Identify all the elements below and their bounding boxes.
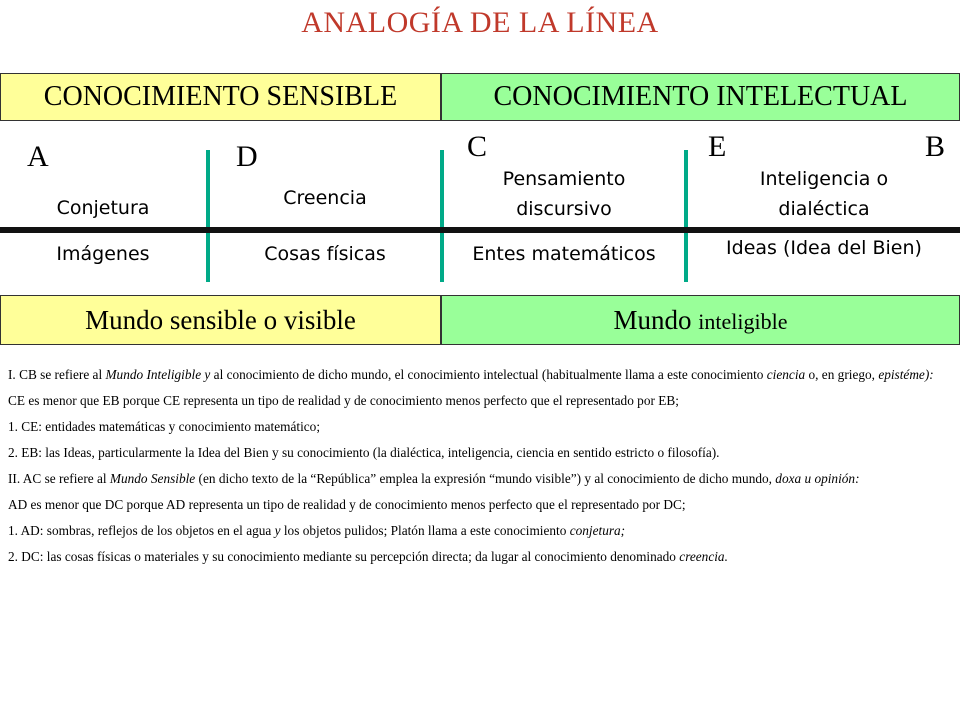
p8-part-a: 2. DC: las cosas físicas o materiales y su conocimiento mediante su percepción directa; da lugar al conocimiento denominado xyxy=(8,549,680,564)
band-conocimiento-intelectual xyxy=(441,73,960,121)
p7-part-d: conjetura; xyxy=(569,523,626,538)
segment-inteligencia-dialectica xyxy=(688,164,960,224)
p1-part-c: al conocimiento de dicho mundo, el conocimiento intelectual (habitualmente llama a este conocimiento xyxy=(210,367,767,382)
p7-part-b: y xyxy=(274,523,281,538)
paragraph-4: 2. EB: las Ideas, particularmente la Idea del Bien y su conocimiento (la dialéctica, inteligencia, ciencia en sentido estricto o filosofía). xyxy=(8,445,720,460)
letter-d: D xyxy=(236,140,258,173)
explanation-text xyxy=(8,366,950,574)
band-intelectual-label: CONOCIMIENTO INTELECTUAL xyxy=(493,81,908,112)
p5-part-d: doxa u opinión: xyxy=(775,471,860,486)
world-inteligible-main: Mundo xyxy=(613,304,692,335)
p1-part-d: ciencia xyxy=(766,367,806,382)
p5-part-c: (en dicho texto de la “República” emplea la expresión “mundo visible”) y al conocimiento de dicho mundo, xyxy=(195,471,776,486)
paragraph-6: AD es menor que DC porque AD representa un tipo de realidad y de conocimiento menos perfecto que el representado por DC; xyxy=(8,497,686,512)
letter-c: C xyxy=(467,130,488,163)
p1-part-e: o, en griego, xyxy=(805,367,879,382)
world-sensible-label: Mundo sensible o visible xyxy=(85,304,356,335)
p5-part-a: II. AC se refiere al xyxy=(8,471,110,486)
p7-part-a: 1. AD: sombras, reflejos de los objetos en el agua xyxy=(8,523,275,538)
divided-line xyxy=(0,227,960,233)
paragraph-2: CE es menor que EB porque CE representa un tipo de realidad y de conocimiento menos perfecto que el representado por EB; xyxy=(8,393,679,408)
object-entes-matematicos: Entes matemáticos xyxy=(472,243,656,265)
paragraph-1 xyxy=(8,366,950,383)
letter-e: E xyxy=(708,130,727,163)
object-imagenes: Imágenes xyxy=(56,243,150,265)
p1-part-f: epistéme): xyxy=(878,367,934,382)
p8-part-b: creencia. xyxy=(679,549,728,564)
segment-pensamiento-discursivo xyxy=(444,164,684,224)
world-inteligible-label xyxy=(614,305,788,336)
segment-inteligencia-line1: Inteligencia o xyxy=(759,168,889,190)
object-cosas-fisicas: Cosas físicas xyxy=(264,243,386,265)
paragraph-3: 1. CE: entidades matemáticas y conocimiento matemático; xyxy=(8,419,321,434)
segment-conjetura: Conjetura xyxy=(56,197,150,219)
p1-part-a: I. CB se refiere al xyxy=(8,367,106,382)
page-title: ANALOGÍA DE LA LÍNEA xyxy=(301,6,659,39)
object-ideas: Ideas (Idea del Bien) xyxy=(726,237,922,259)
world-inteligible-small: inteligible xyxy=(698,308,788,334)
segment-inteligencia-line2: dialéctica xyxy=(778,198,870,220)
world-sensible-box xyxy=(0,295,441,345)
segment-pensamiento-line1: Pensamiento xyxy=(502,168,626,190)
world-inteligible-box xyxy=(441,295,960,345)
p7-part-c: los objetos pulidos; Platón llama a este conocimiento xyxy=(280,523,570,538)
segment-pensamiento-line2: discursivo xyxy=(516,198,612,220)
band-conocimiento-sensible xyxy=(0,73,441,121)
p1-part-b: Mundo Inteligible y xyxy=(105,367,211,382)
paragraph-5 xyxy=(8,470,950,487)
paragraph-8 xyxy=(8,548,950,565)
letter-a: A xyxy=(27,140,49,173)
band-sensible-label: CONOCIMIENTO SENSIBLE xyxy=(43,81,398,112)
p5-part-b: Mundo Sensible xyxy=(109,471,196,486)
segment-creencia: Creencia xyxy=(283,187,367,209)
paragraph-7 xyxy=(8,522,950,539)
letter-b: B xyxy=(925,130,946,163)
